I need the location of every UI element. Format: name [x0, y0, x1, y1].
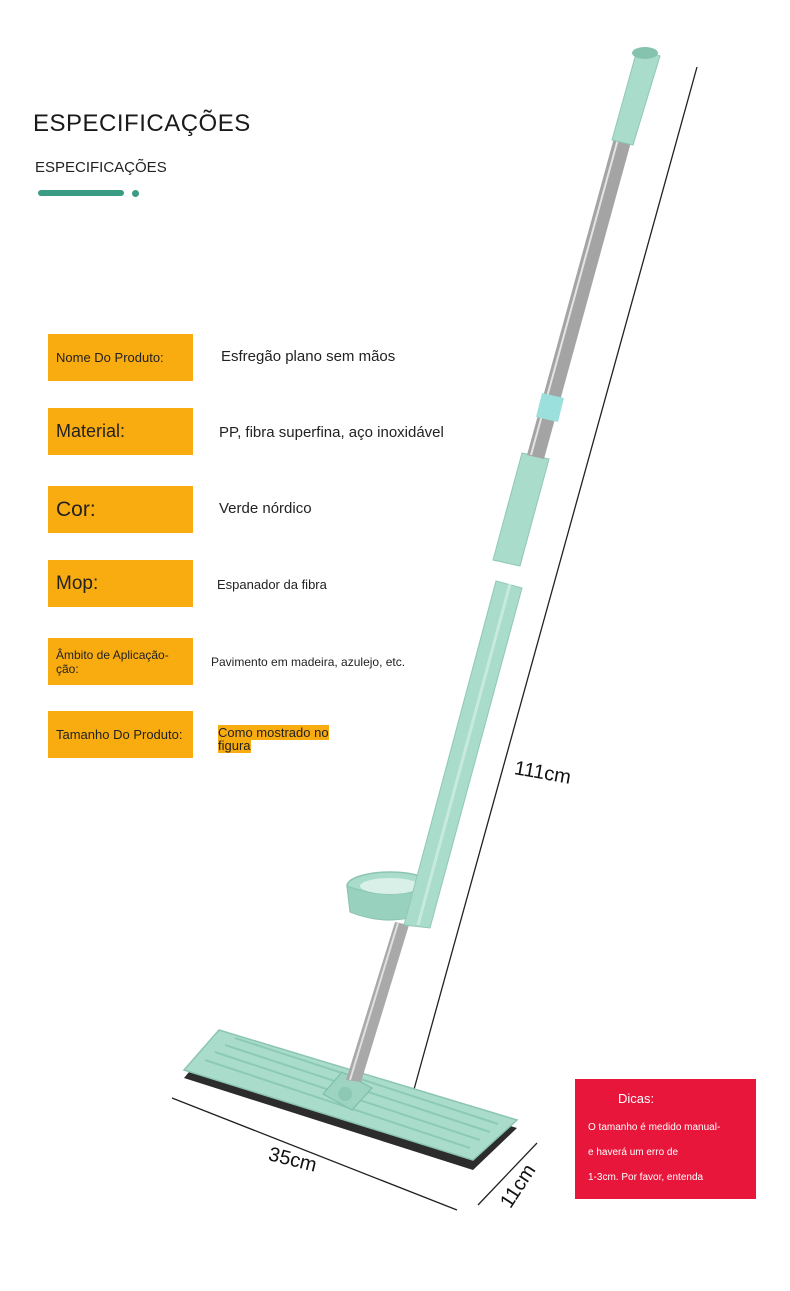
- spec-value-material: PP, fibra superfina, aço inoxidável: [219, 424, 444, 441]
- lower-steel-rod: [346, 922, 409, 1082]
- handle-grip: [493, 453, 549, 566]
- spec-label-size: Tamanho Do Produto:: [48, 711, 193, 758]
- spec-value-color: Verde nórdico: [219, 500, 312, 517]
- tip-line-3: 1-3cm. Por favor, entenda: [588, 1172, 704, 1183]
- sleeve-highlight: [418, 584, 510, 925]
- spec-label-material: Material:: [48, 408, 193, 455]
- height-dimension-label: 111cm: [512, 757, 573, 789]
- spec-label-mop: Mop:: [48, 560, 193, 607]
- tip-line-2: e haverá um erro de: [588, 1147, 679, 1158]
- top-cap: [612, 50, 660, 145]
- page-title: ESPECIFICAÇÕES: [33, 110, 251, 137]
- spec-value-mop: Espanador da fibra: [217, 577, 327, 592]
- spec-value-product-name: Esfregão plano sem mãos: [221, 348, 396, 365]
- tip-line-1: O tamanho é medido manual-: [588, 1122, 721, 1133]
- hanging-hole: [632, 47, 658, 59]
- tip-box: [575, 1079, 756, 1199]
- spec-label-product-name: Nome Do Produto:: [48, 334, 193, 381]
- spec-value-application: Pavimento em madeira, azulejo, etc.: [211, 655, 406, 669]
- lower-rod-highlight: [350, 923, 398, 1080]
- spec-label-color: Cor:: [48, 486, 193, 533]
- width-dimension-label: 35cm: [266, 1143, 319, 1177]
- tip-title: Dicas:: [618, 1091, 655, 1106]
- spec-label-application: Âmbito de Aplicação-ção:: [48, 638, 193, 685]
- wringer-ring-inner: [360, 878, 420, 894]
- height-dimension-line: [413, 67, 697, 1093]
- mop-joint-pivot: [338, 1087, 352, 1101]
- page-subtitle: ESPECIFICAÇÕES: [35, 159, 167, 176]
- spec-value-size-text: Como mostrado no figura: [218, 725, 329, 753]
- depth-dimension-label: 11cm: [496, 1160, 541, 1213]
- blue-ring: [536, 393, 564, 422]
